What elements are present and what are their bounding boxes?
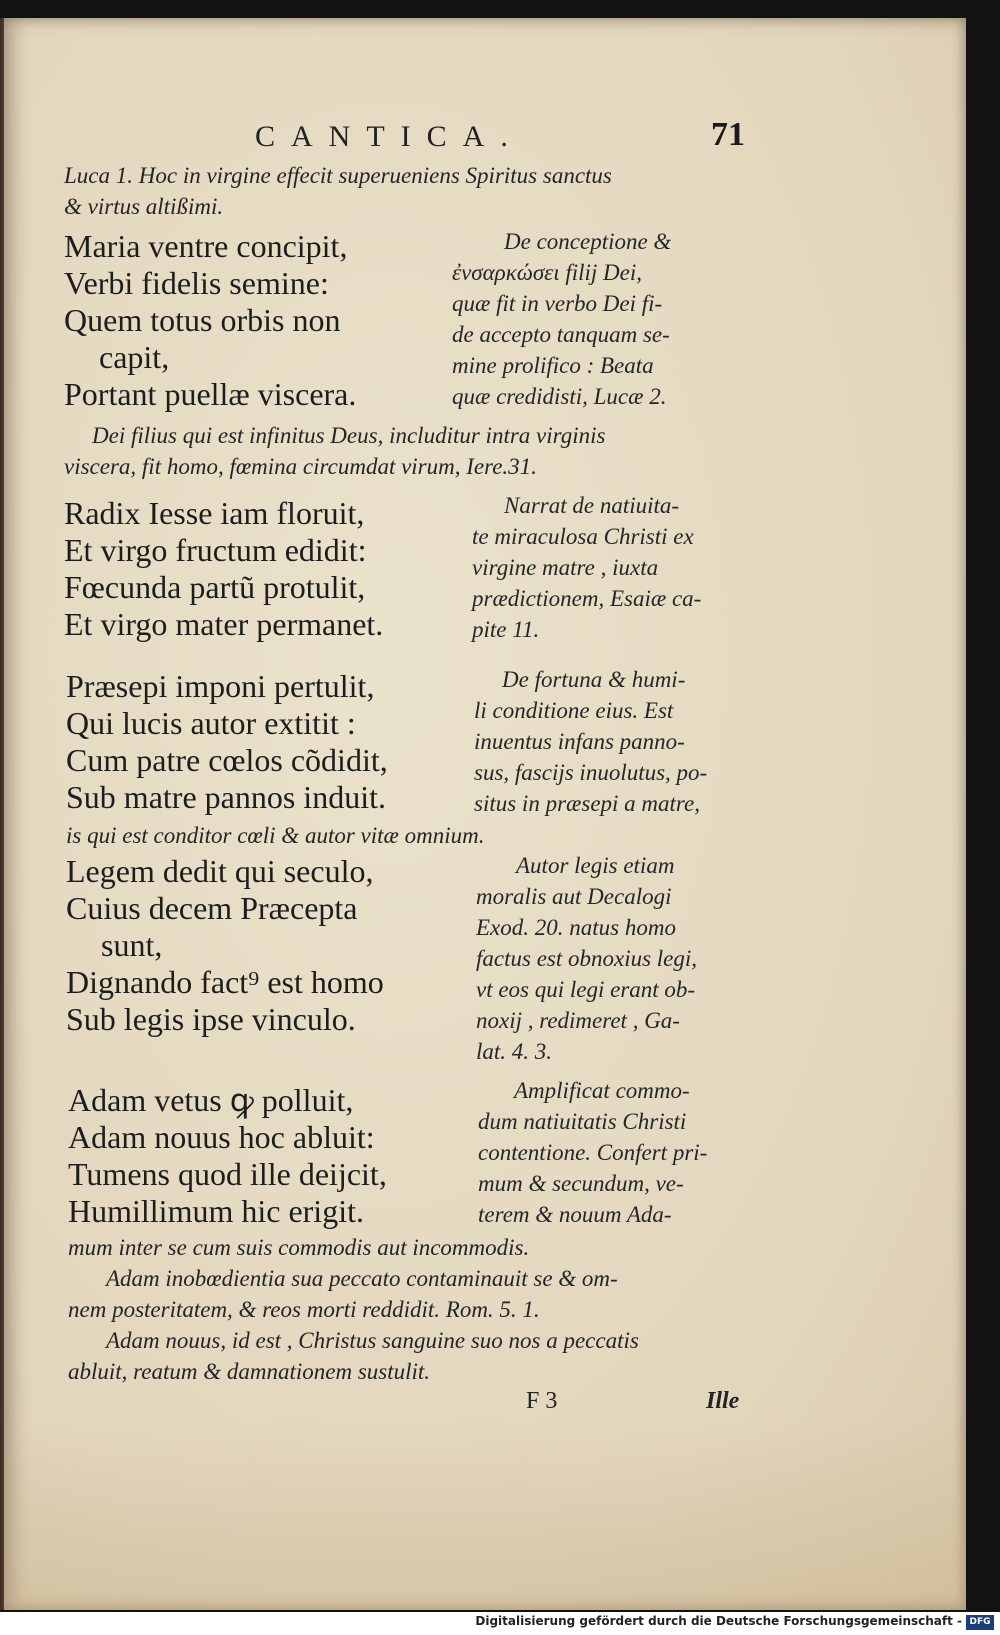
gloss-line: Amplificat commo- (514, 1078, 690, 1103)
prose-line: Adam nouus, id est , Christus sanguine suo nos a peccatis (106, 1328, 639, 1353)
gloss-line: mum & secundum, ve- (478, 1171, 684, 1196)
verse-line: Humillimum hic erigit. (68, 1193, 364, 1229)
stanza-3-verse (66, 668, 388, 816)
verse-line: Legem dedit qui seculo, (66, 853, 374, 889)
gloss-line: te miraculosa Christi ex (472, 524, 694, 549)
gloss-line: moralis aut Decalogi (476, 884, 672, 909)
prose-block-3 (68, 1232, 639, 1387)
stanza-5-gloss (478, 1075, 707, 1230)
gloss-line: sus, fascijs inuolutus, po- (474, 760, 708, 785)
prose-line: viscera, fit homo, fœmina circumdat virum, Iere.31. (64, 454, 537, 479)
gloss-line: terem & nouum Ada- (478, 1202, 672, 1227)
gloss-line: noxij , redimeret , Ga- (476, 1008, 680, 1033)
prose-line: Luca 1. Hoc in virgine effecit superueniens Spiritus sanctus (64, 163, 612, 188)
page-number: 71 (711, 116, 745, 153)
stanza-1-verse (64, 228, 356, 413)
stanza-4-gloss (476, 850, 697, 1067)
stanza-2-verse (64, 495, 383, 643)
gloss-line: vt eos qui legi erant ob- (476, 977, 696, 1002)
verse-line: Et virgo fructum edidit: (64, 532, 367, 568)
prose-block-2 (66, 820, 484, 851)
signature-mark: F 3 (526, 1388, 558, 1414)
gloss-line: pite 11. (472, 617, 540, 642)
gloss-line: inuentus infans panno- (474, 729, 685, 754)
gloss-line: prædictionem, Esaiæ ca- (472, 586, 702, 611)
gloss-line: Narrat de natiuita- (504, 493, 680, 518)
prose-line: mum inter se cum suis commodis aut incommodis. (68, 1235, 530, 1260)
prose-line: nem posteritatem, & reos morti reddidit. Rom. 5. 1. (68, 1297, 540, 1322)
verse-line: Quem totus orbis non (64, 302, 341, 338)
verse-line: Tumens quod ille deijcit, (68, 1156, 387, 1192)
verse-line: Portant puellæ viscera. (64, 376, 357, 412)
prose-line: & virtus altißimi. (64, 194, 224, 219)
gloss-line: de accepto tanquam se- (452, 322, 670, 347)
verse-line: Fœcunda partũ protulit, (64, 569, 366, 605)
verse-line: Cuius decem Præcepta (66, 890, 358, 926)
gloss-line: virgine matre , iuxta (472, 555, 659, 580)
verse-line: Maria ventre concipit, (64, 228, 348, 264)
gloss-line: ἐνσαρκώσει filij Dei, (452, 260, 643, 285)
gloss-line: situs in præsepi a matre, (474, 791, 700, 816)
stanza-2-gloss (472, 490, 701, 645)
verse-line: capit, (99, 339, 170, 375)
verse-line: Dignando fact⁹ est homo (66, 964, 384, 1000)
gloss-line: De conceptione & (504, 229, 672, 254)
prose-line: is qui est conditor cœli & autor vitæ omnium. (66, 823, 485, 848)
gloss-line: quæ credidisti, Lucæ 2. (452, 384, 667, 409)
stanza-1-gloss (452, 226, 671, 412)
gloss-line: li conditione eius. Est (474, 698, 674, 723)
prose-block-1 (64, 420, 606, 482)
running-title: CANTICA. (255, 120, 524, 153)
gloss-line: quæ fit in verbo Dei fi- (452, 291, 663, 316)
gloss-line: mine prolifico : Beata (452, 353, 654, 378)
gloss-line: factus est obnoxius legi, (476, 946, 698, 971)
verse-line: Adam vetus ꝙ polluit, (68, 1082, 354, 1118)
prose-line: abluit, reatum & damnationem sustulit. (68, 1359, 431, 1384)
verse-line: Adam nouus hoc abluit: (68, 1119, 375, 1155)
credit-text: Digitalisierung gefördert durch die Deutsche Forschungsgemeinschaft - (475, 1614, 962, 1628)
verse-line: Præsepi imponi pertulit, (66, 668, 375, 704)
prose-line: Dei filius qui est infinitus Deus, includitur intra virginis (92, 423, 606, 448)
page-header (240, 112, 745, 152)
verse-line: Qui lucis autor extitit : (66, 705, 356, 741)
gloss-line: Exod. 20. natus homo (476, 915, 676, 940)
verse-line: Sub matre pannos induit. (66, 779, 386, 815)
verse-line: sunt, (101, 927, 163, 963)
verse-line: Verbi fidelis semine: (64, 265, 329, 301)
verse-line: Sub legis ipse vinculo. (66, 1001, 356, 1037)
credit-ribbon (0, 1612, 1000, 1635)
catchword: Ille (706, 1388, 740, 1414)
gloss-line: lat. 4. 3. (476, 1039, 553, 1064)
verse-line: Et virgo mater permanet. (64, 606, 384, 642)
stanza-5-verse (68, 1082, 387, 1230)
prose-line: Adam inobœdientia sua peccato contaminauit se & om- (106, 1266, 618, 1291)
stanza-4-verse (66, 853, 384, 1038)
intro-prose (64, 160, 612, 222)
dfg-logo-icon[interactable]: DFG (966, 1615, 994, 1630)
page-stain (4, 1420, 966, 1610)
gloss-line: De fortuna & humi- (502, 667, 686, 692)
gloss-line: dum natiuitatis Christi (478, 1109, 687, 1134)
gloss-line: Autor legis etiam (516, 853, 675, 878)
verse-line: Cum patre cœlos cõdidit, (66, 742, 388, 778)
verse-line: Radix Iesse iam floruit, (64, 495, 365, 531)
gloss-line: contentione. Confert pri- (478, 1140, 708, 1165)
stanza-3-gloss (474, 664, 707, 819)
